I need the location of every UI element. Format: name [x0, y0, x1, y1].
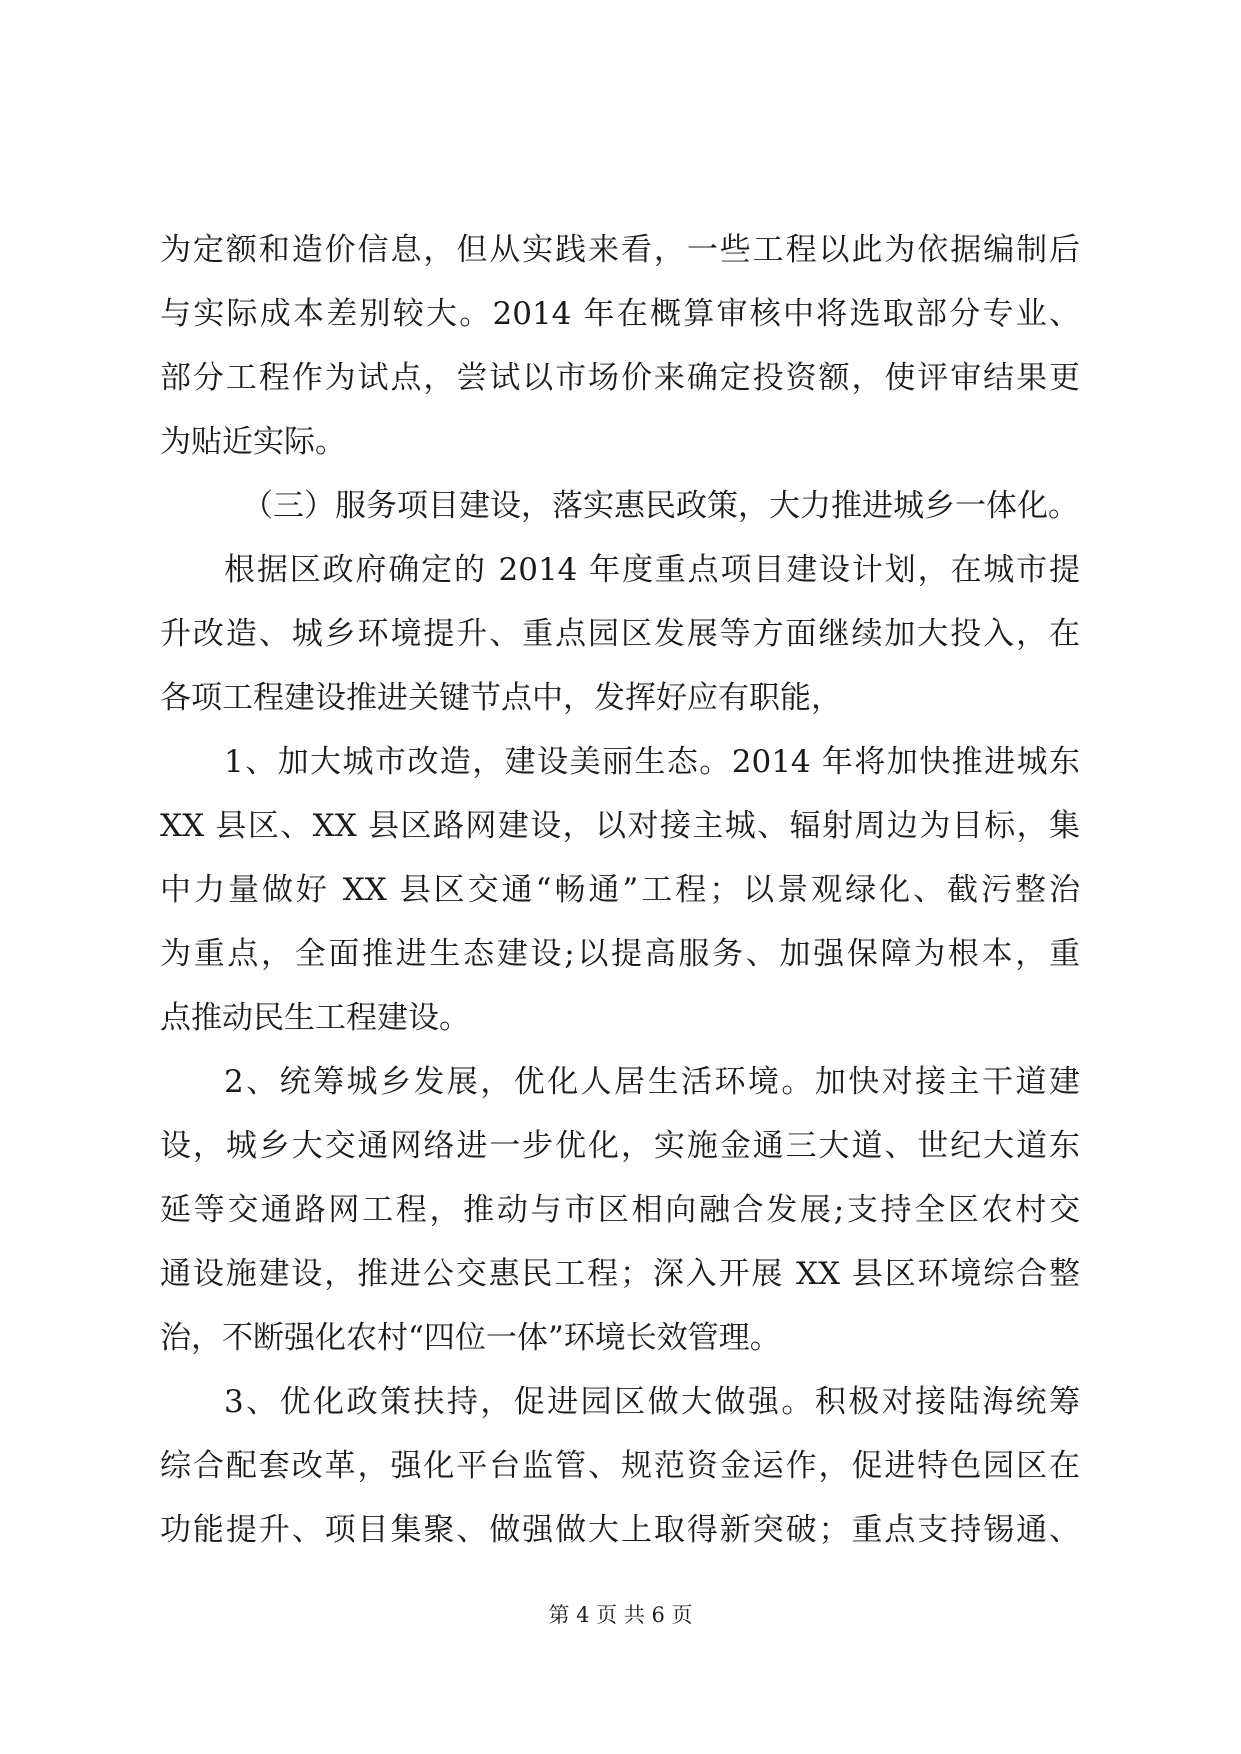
text-line: 各项工程建设推进关键节点中，发挥好应有职能，	[160, 680, 842, 716]
page-number-footer: 第 4 页 共 6 页	[548, 1603, 693, 1627]
text-line: 升改造、城乡环境提升、重点园区发展等方面继续加大投入，在	[160, 616, 1080, 652]
text-line: 为定额和造价信息，但从实践来看，一些工程以此为依据编制后	[160, 232, 1080, 268]
text-line: XX 县区、XX 县区路网建设，以对接主城、辐射周边为目标，集	[160, 808, 1080, 844]
text-line: 设，城乡大交通网络进一步优化，实施金通三大道、世纪大道东	[160, 1128, 1080, 1164]
text-line: 中力量做好 XX 县区交通“畅通”工程；以景观绿化、截污整治	[160, 872, 1080, 908]
text-line: 功能提升、项目集聚、做强做大上取得新突破；重点支持锡通、	[160, 1512, 1080, 1548]
text-line: 部分工程作为试点，尝试以市场价来确定投资额，使评审结果更	[160, 360, 1080, 396]
text-line: 综合配套改革，强化平台监管、规范资金运作，促进特色园区在	[160, 1448, 1080, 1484]
text-line: 治，不断强化农村“四位一体”环境长效管理。	[160, 1320, 781, 1356]
text-line: 与实际成本差别较大。2014 年在概算审核中将选取部分专业、	[160, 296, 1080, 332]
text-line: 1、加大城市改造，建设美丽生态。2014 年将加快推进城东	[224, 744, 1080, 780]
text-line: 为重点，全面推进生态建设;以提高服务、加强保障为根本，重	[160, 936, 1080, 972]
text-line: 根据区政府确定的 2014 年度重点项目建设计划，在城市提	[224, 552, 1080, 588]
document-body	[160, 218, 1080, 1562]
section-heading: （三）服务项目建设，落实惠民政策，大力推进城乡一体化。	[242, 488, 1079, 524]
text-line: 为贴近实际。	[160, 424, 346, 460]
text-line: 通设施建设，推进公交惠民工程；深入开展 XX 县区环境综合整	[160, 1256, 1080, 1292]
text-line: 点推动民生工程建设。	[160, 1000, 470, 1036]
text-line: 2、统筹城乡发展，优化人居生活环境。加快对接主干道建	[224, 1064, 1080, 1100]
text-line: 延等交通路网工程，推动与市区相向融合发展;支持全区农村交	[160, 1192, 1080, 1228]
text-line: 3、优化政策扶持，促进园区做大做强。积极对接陆海统筹	[224, 1384, 1080, 1420]
